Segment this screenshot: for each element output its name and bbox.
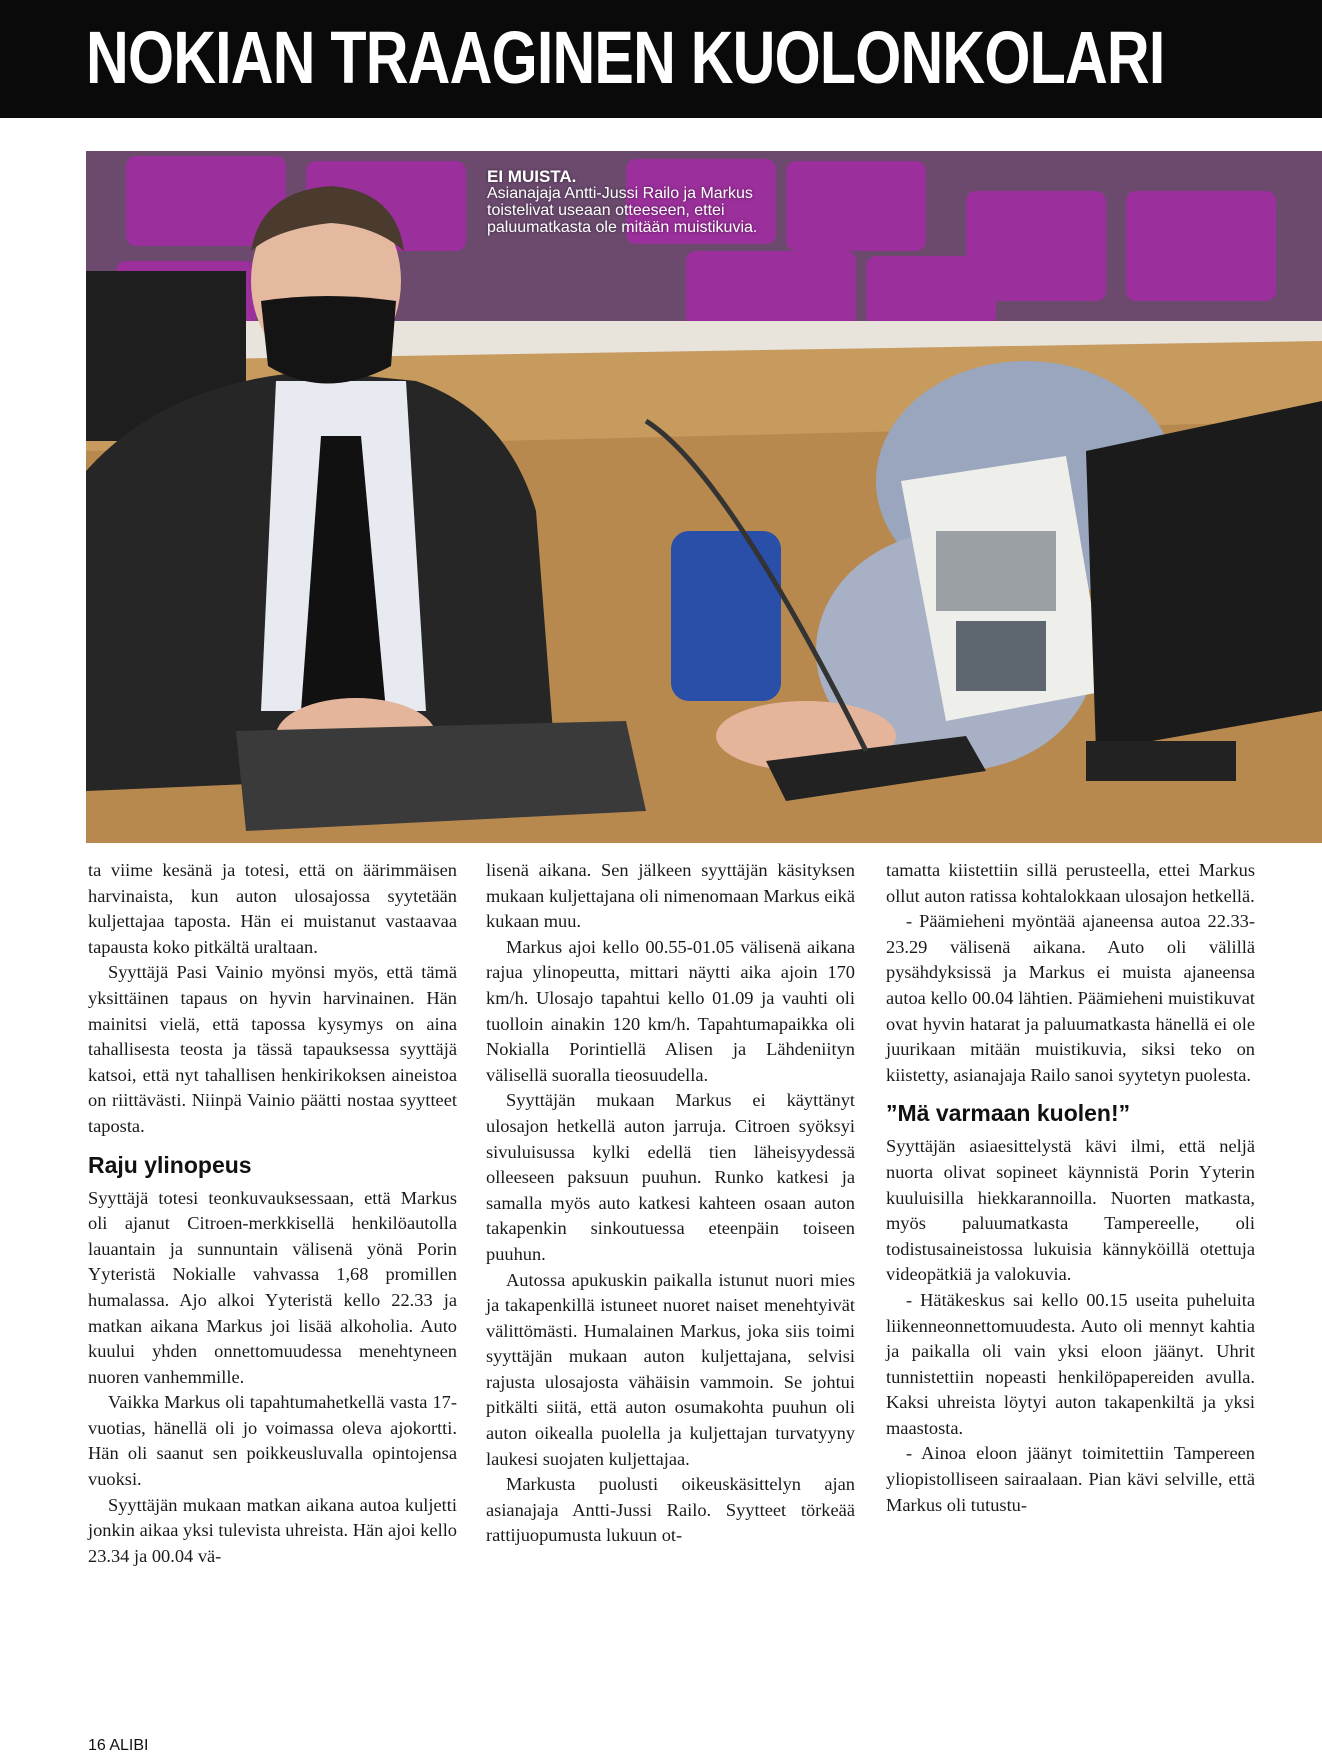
photo-caption [487,168,807,236]
paragraph: Vaikka Markus oli tapahtumahetkellä vasta 17-vuotias, hänellä oli jo voimassa oleva ajokortti. Hän oli saanut sen poikkeusluvalla opintojensa vuoksi. [88,1392,457,1490]
article-headline: NOKIAN TRAAGINEN KUOLONKOLARI [86,16,1165,99]
caption-text: Asianajaja Antti-Jussi Railo ja Markus toistelivat useaan otteeseen, ettei paluumatkasta ole mitään muistikuvia. [487,185,758,236]
article-body [88,858,1322,1698]
paragraph: Syyttäjän mukaan Markus ei käyttänyt ulosajon hetkellä auton jarruja. Citroen syöksyi sivuluisussa kylki edellä tien läheisyydessä olleeseen paksuun puuhun. Runko katkesi ja samalla myös auto katkesi kahteen osaan auton takapenkin sinkoutuessa eteenpäin toiseen puuhun. [486,1090,855,1264]
photo-illustration [86,151,1322,843]
paragraph: Markus ajoi kello 00.55-01.05 välisenä aikana rajua ylinopeutta, mittari näytti aika ajoin 170 km/h. Ulosajo tapahtui kello 01.09 ja vauhti oli tuolloin ainakin 120 km/h. Tapahtumapaikka oli Nokialla Porintiellä Alisen ja Lähdeniityn välisellä suoralla tieosuudella. [486,936,855,1085]
headline-bar [0,0,1322,118]
paragraph: Syyttäjän mukaan matkan aikana autoa kuljetti jonkin aikaa yksi tulevista uhreista. Hän ajoi kello 23.34 ja 00.04 vä- [88,1494,457,1566]
paragraph: tamatta kiistettiin sillä perusteella, ettei Markus ollut auton ratissa kohtalokkaan ulosajon hetkellä. [886,860,1255,906]
subheading: ”Mä varmaan kuolen!” [886,1100,1131,1127]
paragraph: Syyttäjän asiaesittelystä kävi ilmi, että neljä nuorta olivat sopineet käynnistä Porin Yyterin kuuluisilla hiekkarannoilla. Nuorten matkasta, myös paluumatkasta Tampereelle, oli todistusaineistossa lukuisia kännyköillä otettuja videopätkiä ja valokuvia. [886,1136,1255,1285]
caption-title: EI MUISTA. [487,167,577,186]
courtroom-photo [86,151,1322,843]
paragraph: ta viime kesänä ja totesi, että on äärimmäisen harvinaista, kun auton ulosajossa syytetään kuljettajaa taposta. Hän ei muistanut vastaavaa tapausta koko pitkältä uraltaan. [88,860,457,957]
column-1 [88,858,457,1569]
paragraph: - Päämieheni myöntää ajaneensa autoa 22.33-23.29 välisenä aikana. Auto oli välillä pysähdyksissä ja Markus ei muista ajaneensa autoa kello 00.04 lähtien. Päämieheni muistikuvat ovat hyvin hatarat ja paluumatkasta hänellä ei ole juurikaan mitään muistikuvia, siksi teko on kiistetty, asianajaja Railo sanoi syytetyn puolesta. [886,911,1255,1085]
paragraph: Syyttäjä totesi teonkuvauksessaan, että Markus oli ajanut Citroen-merkkisellä henkilöautolla lauantain ja sunnuntain välisenä yönä Porin Yyteristä Nokialle vahvassa 1,68 promillen humalassa. Ajo alkoi Yyteristä kello 22.33 ja matkan aikana Markus joi lisää alkoholia. Auto kuului yhden onnettomuudessa menehtyneen nuoren vanhemmille. [88,1187,457,1387]
column-3 [886,858,1255,1518]
paragraph: - Hätäkeskus sai kello 00.15 useita puheluita liikenneonnettomuudesta. Auto oli mennyt kahtia ja paikalla oli vain yksi eloon jäänyt. Uhrit tunnistettiin nopeasti henkilöpapereiden avulla. Kaksi uhreista löytyi auton takapenkiltä ja yksi maastosta. [886,1289,1255,1438]
subheading: Raju ylinopeus [88,1151,252,1178]
page-folio: 16 ALIBI [88,1737,149,1754]
paragraph: Autossa apukuskin paikalla istunut nuori mies ja takapenkillä istuneet nuoret naiset menehtyivät välittömästi. Humalainen Markus, joka siis toimi syyttäjän mukaan auton kuljettajana, selvisi rajusta ulosajosta vähäisin vammoin. Se johtui pitkälti siitä, että auton osumakohta puuhun oli auton oikealla puolella ja kuljettajan turvatyyny laukesi suojaten kuljettajaa. [486,1269,855,1469]
paragraph: lisenä aikana. Sen jälkeen syyttäjän käsityksen mukaan kuljettajana oli nimenomaan Markus eikä kukaan muu. [486,860,855,932]
paragraph: Markusta puolusti oikeuskäsittelyn ajan asianajaja Antti-Jussi Railo. Syytteet törkeää rattijuopumusta lukuun ot- [486,1474,855,1546]
paragraph: - Ainoa eloon jäänyt toimitettiin Tampereen yliopistolliseen sairaalaan. Pian kävi selville, että Markus oli tutustu- [886,1443,1255,1515]
paragraph: Syyttäjä Pasi Vainio myönsi myös, että tämä yksittäinen tapaus on hyvin harvinainen. Hän mainitsi vielä, että tapossa kysymys on aina tahallisesta teosta ja tässä tapauksessa syyttäjä katsoi, että nyt tahallisen henkirikoksen aineistoa on riittävästi. Niinpä Vainio päätti nostaa syytteet taposta. [88,962,457,1136]
column-2 [486,858,855,1549]
